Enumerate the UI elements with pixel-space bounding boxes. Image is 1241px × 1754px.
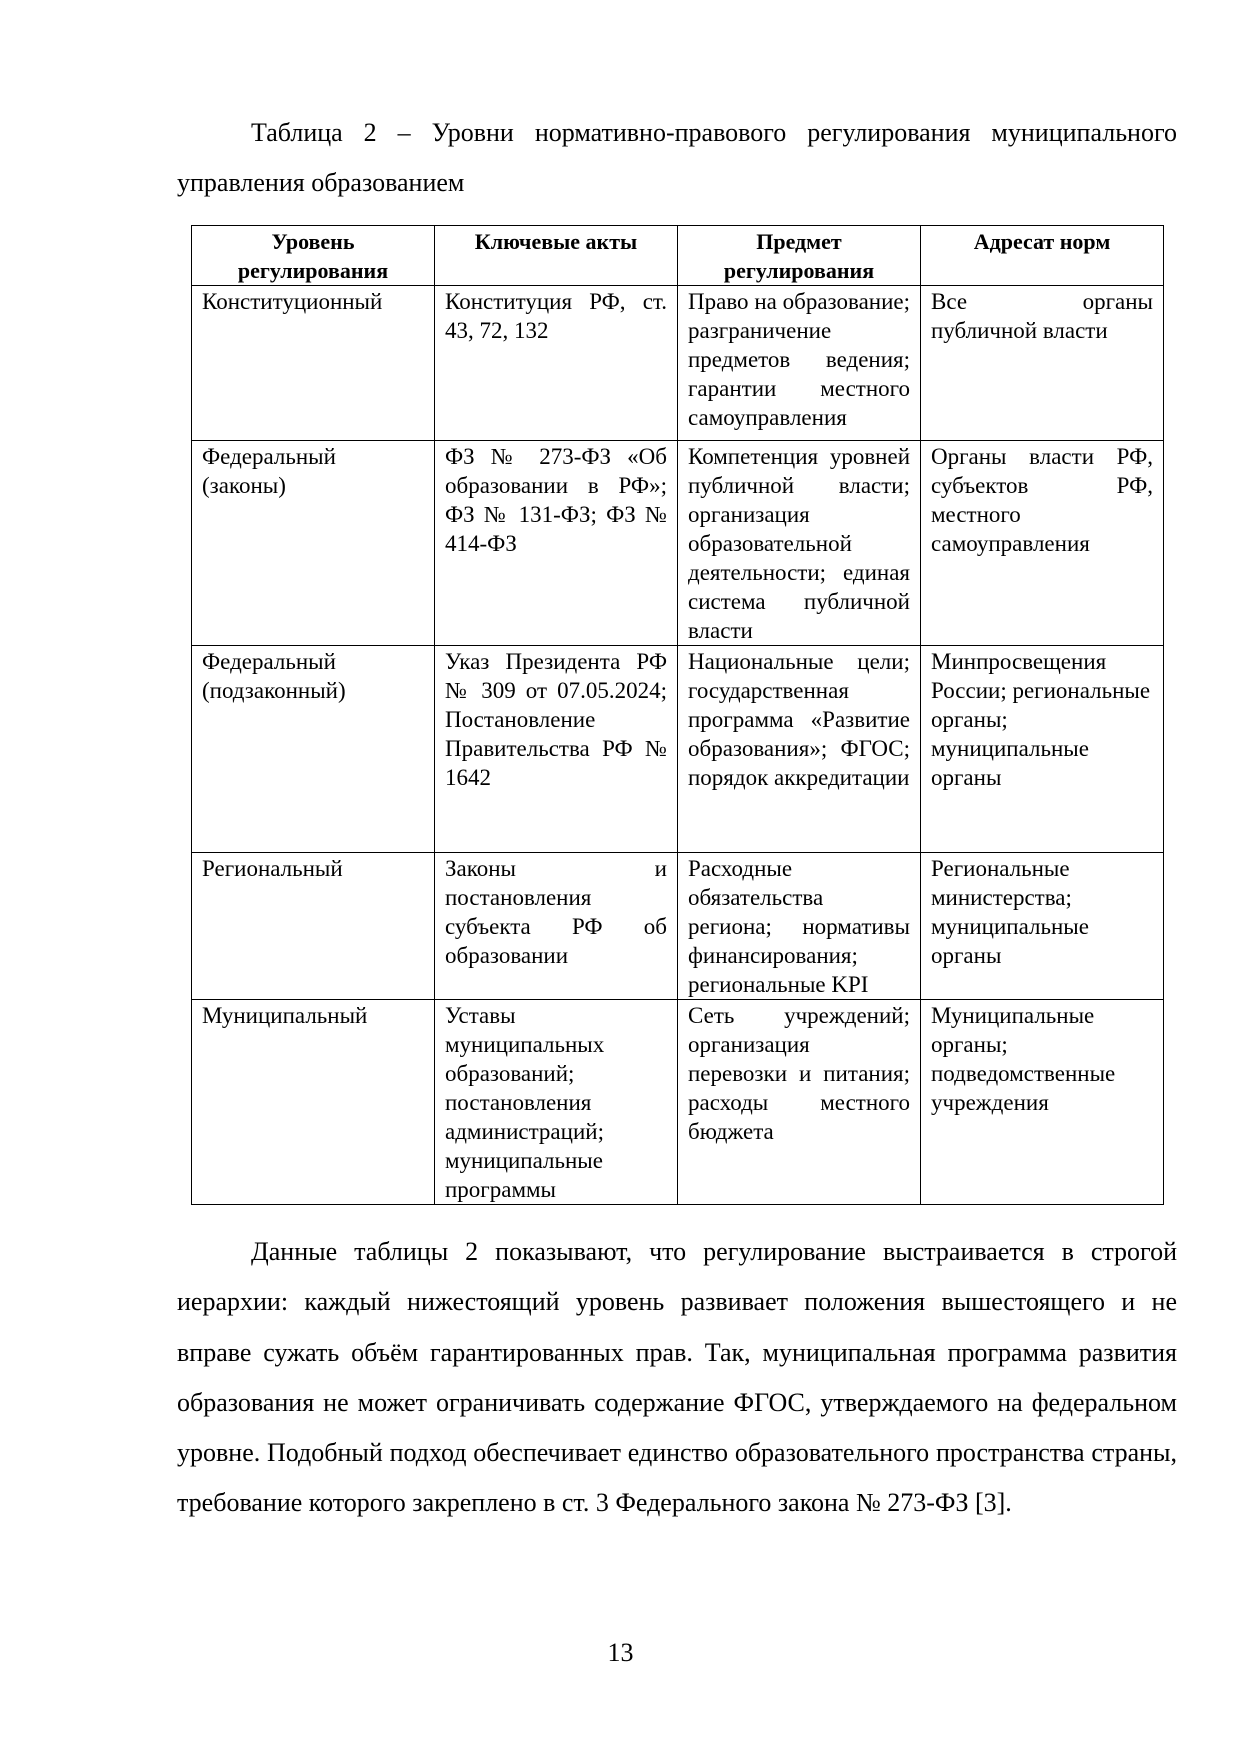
cell-subject: Право на образование; разграничение предметов ведения; гарантии местного самоуправления — [678, 286, 921, 441]
cell-acts: Законы и постановления субъекта РФ об образовании — [435, 853, 678, 1000]
body-paragraph-text: Данные таблицы 2 показывают, что регулирование выстраивается в строгой иерархии: каждый нижестоящий уровень развивает положения вышестоящего и не вправе сужать объём гарантированных прав. Так, муниципальная программа развития образования не может ограничивать содержание ФГОС, утверждаемого на федеральном уровне. Подобный подход обеспечивает единство образовательного пространства страны, требование которого закреплено в ст. 3 Федерального закона № 273-ФЗ [3]. — [177, 1237, 1177, 1518]
header-addressee: Адресат норм — [921, 226, 1164, 286]
cell-subject: Компетенция уровней публичной власти; организация образовательной деятельности; единая система публичной власти — [678, 441, 921, 646]
table-caption — [177, 108, 1177, 208]
cell-level: Региональный — [192, 853, 435, 1000]
table-row — [192, 441, 1164, 646]
cell-addressee: Все органы публичной власти — [921, 286, 1164, 441]
cell-addressee: Муниципальные органы; подведомственные учреждения — [921, 1000, 1164, 1205]
cell-level: Конституционный — [192, 286, 435, 441]
body-paragraph — [177, 1227, 1177, 1529]
cell-addressee: Региональные министерства; муниципальные органы — [921, 853, 1164, 1000]
cell-subject: Национальные цели; государственная программа «Развитие образования»; ФГОС; порядок аккредитации — [678, 646, 921, 853]
table-header-row — [192, 226, 1164, 286]
cell-addressee: Органы власти РФ, субъектов РФ, местного самоуправления — [921, 441, 1164, 646]
header-acts: Ключевые акты — [435, 226, 678, 286]
header-level: Уровень регулирования — [192, 226, 435, 286]
table-row — [192, 1000, 1164, 1205]
table-row — [192, 646, 1164, 853]
cell-addressee: Минпросвещения России; региональные органы; муниципальные органы — [921, 646, 1164, 853]
cell-acts: Уставы муниципальных образований; постановления администраций; муниципальные программы — [435, 1000, 678, 1205]
table-caption-text: Таблица 2 – Уровни нормативно-правового регулирования муниципального управления образованием — [177, 118, 1177, 197]
regulation-levels-table — [191, 225, 1164, 1205]
page-number: 13 — [607, 1638, 634, 1667]
cell-acts: ФЗ № 273-ФЗ «Об образовании в РФ»; ФЗ № 131-ФЗ; ФЗ № 414-ФЗ — [435, 441, 678, 646]
table-row — [192, 853, 1164, 1000]
cell-acts: Указ Президента РФ № 309 от 07.05.2024; Постановление Правительства РФ № 1642 — [435, 646, 678, 853]
cell-acts: Конституция РФ, ст. 43, 72, 132 — [435, 286, 678, 441]
header-subject: Предмет регулирования — [678, 226, 921, 286]
cell-subject: Расходные обязательства региона; нормативы финансирования; региональные KPI — [678, 853, 921, 1000]
cell-level: Федеральный (законы) — [192, 441, 435, 646]
cell-level: Муниципальный — [192, 1000, 435, 1205]
cell-subject: Сеть учреждений; организация перевозки и питания; расходы местного бюджета — [678, 1000, 921, 1205]
table-row — [192, 286, 1164, 441]
cell-level: Федеральный (подзаконный) — [192, 646, 435, 853]
